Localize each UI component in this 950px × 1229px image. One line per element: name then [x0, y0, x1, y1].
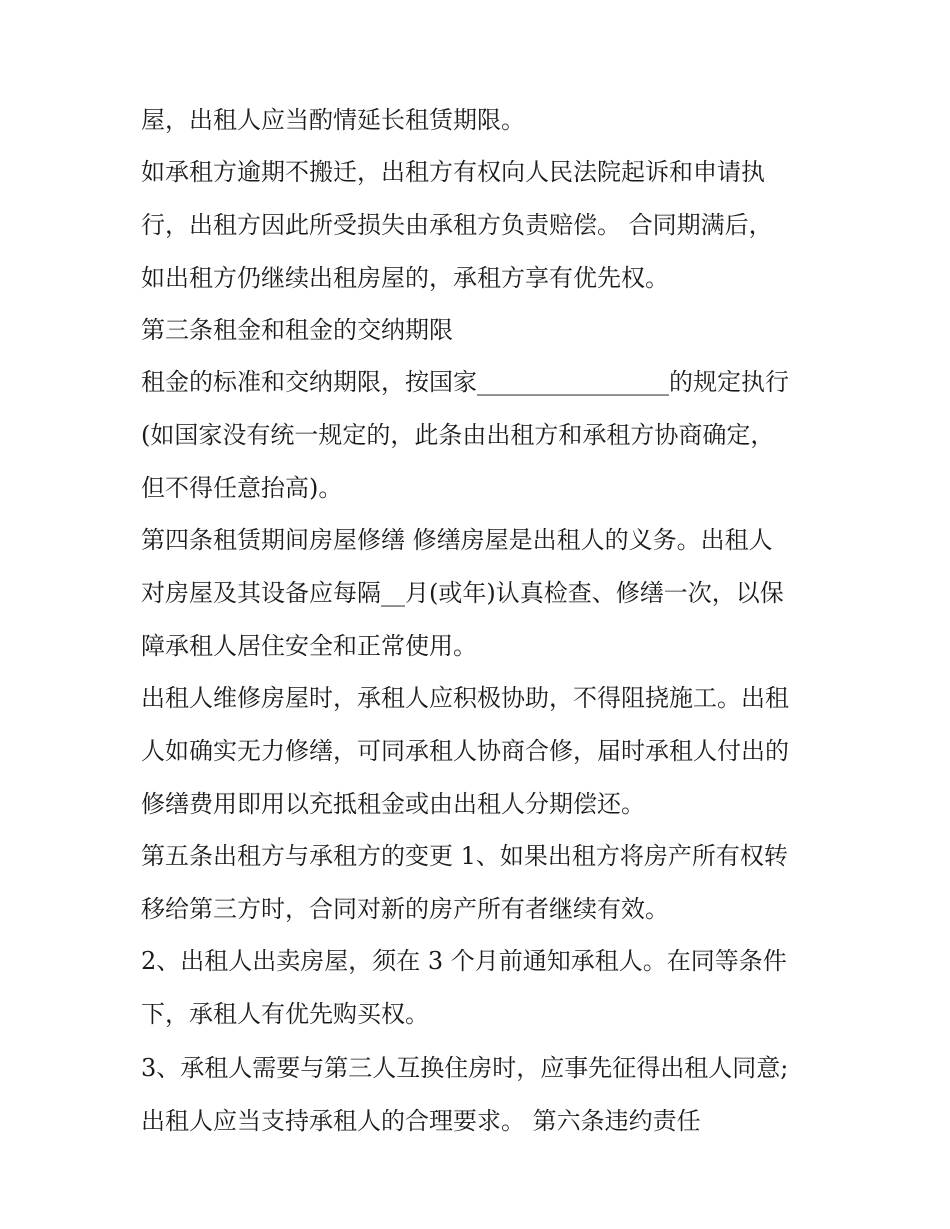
text-line: 下，承租人有优先购买权。: [141, 1000, 429, 1028]
text-line: 如出租方仍继续出租房屋的，承租方享有优先权。: [141, 264, 669, 292]
text-line: 人如确实无力修缮，可同承租人协商合修，届时承租人付出的: [141, 737, 789, 765]
text-line: 如承租方逾期不搬迁，出租方有权向人民法院起诉和申请执: [141, 158, 765, 186]
text-line: 3、承租人需要与第三人互换住房时，应事先征得出租人同意;: [141, 1054, 789, 1082]
text-line: 出租人维修房屋时，承租人应积极协助，不得阻挠施工。出租: [141, 684, 789, 712]
text-line: 第四条租赁期间房屋修缮 修缮房屋是出租人的义务。出租人: [141, 526, 773, 554]
text-line: 出租人应当支持承租人的合理要求。 第六条违约责任: [141, 1107, 701, 1135]
text-line: 移给第三方时，合同对新的房产所有者继续有效。: [141, 895, 669, 923]
text-line: (如国家没有统一规定的，此条由出租方和承租方协商确定，: [141, 421, 775, 449]
text-line: 障承租人居住安全和正常使用。: [141, 632, 477, 660]
text-line: 2、出租人出卖房屋，须在 3 个月前通知承租人。在同等条件: [141, 947, 787, 975]
text-line: 但不得任意抬高)。: [141, 474, 343, 502]
section-heading: 第三条租金和租金的交纳期限: [141, 316, 453, 344]
text-line: 屋，出租人应当酌情延长租赁期限。: [141, 106, 525, 134]
text-line: 租金的标准和交纳期限，按国家________________的规定执行: [141, 368, 789, 396]
document-body: [141, 108, 821, 1134]
text-line: 第五条出租方与承租方的变更 1、如果出租方将房产所有权转: [141, 842, 788, 870]
text-line: 对房屋及其设备应每隔__月(或年)认真检查、修缮一次，以保: [141, 579, 784, 607]
text-line: 修缮费用即用以充抵租金或由出租人分期偿还。: [141, 790, 645, 818]
text-line: 行，出租方因此所受损失由承租方负责赔偿。 合同期满后，: [141, 211, 773, 239]
